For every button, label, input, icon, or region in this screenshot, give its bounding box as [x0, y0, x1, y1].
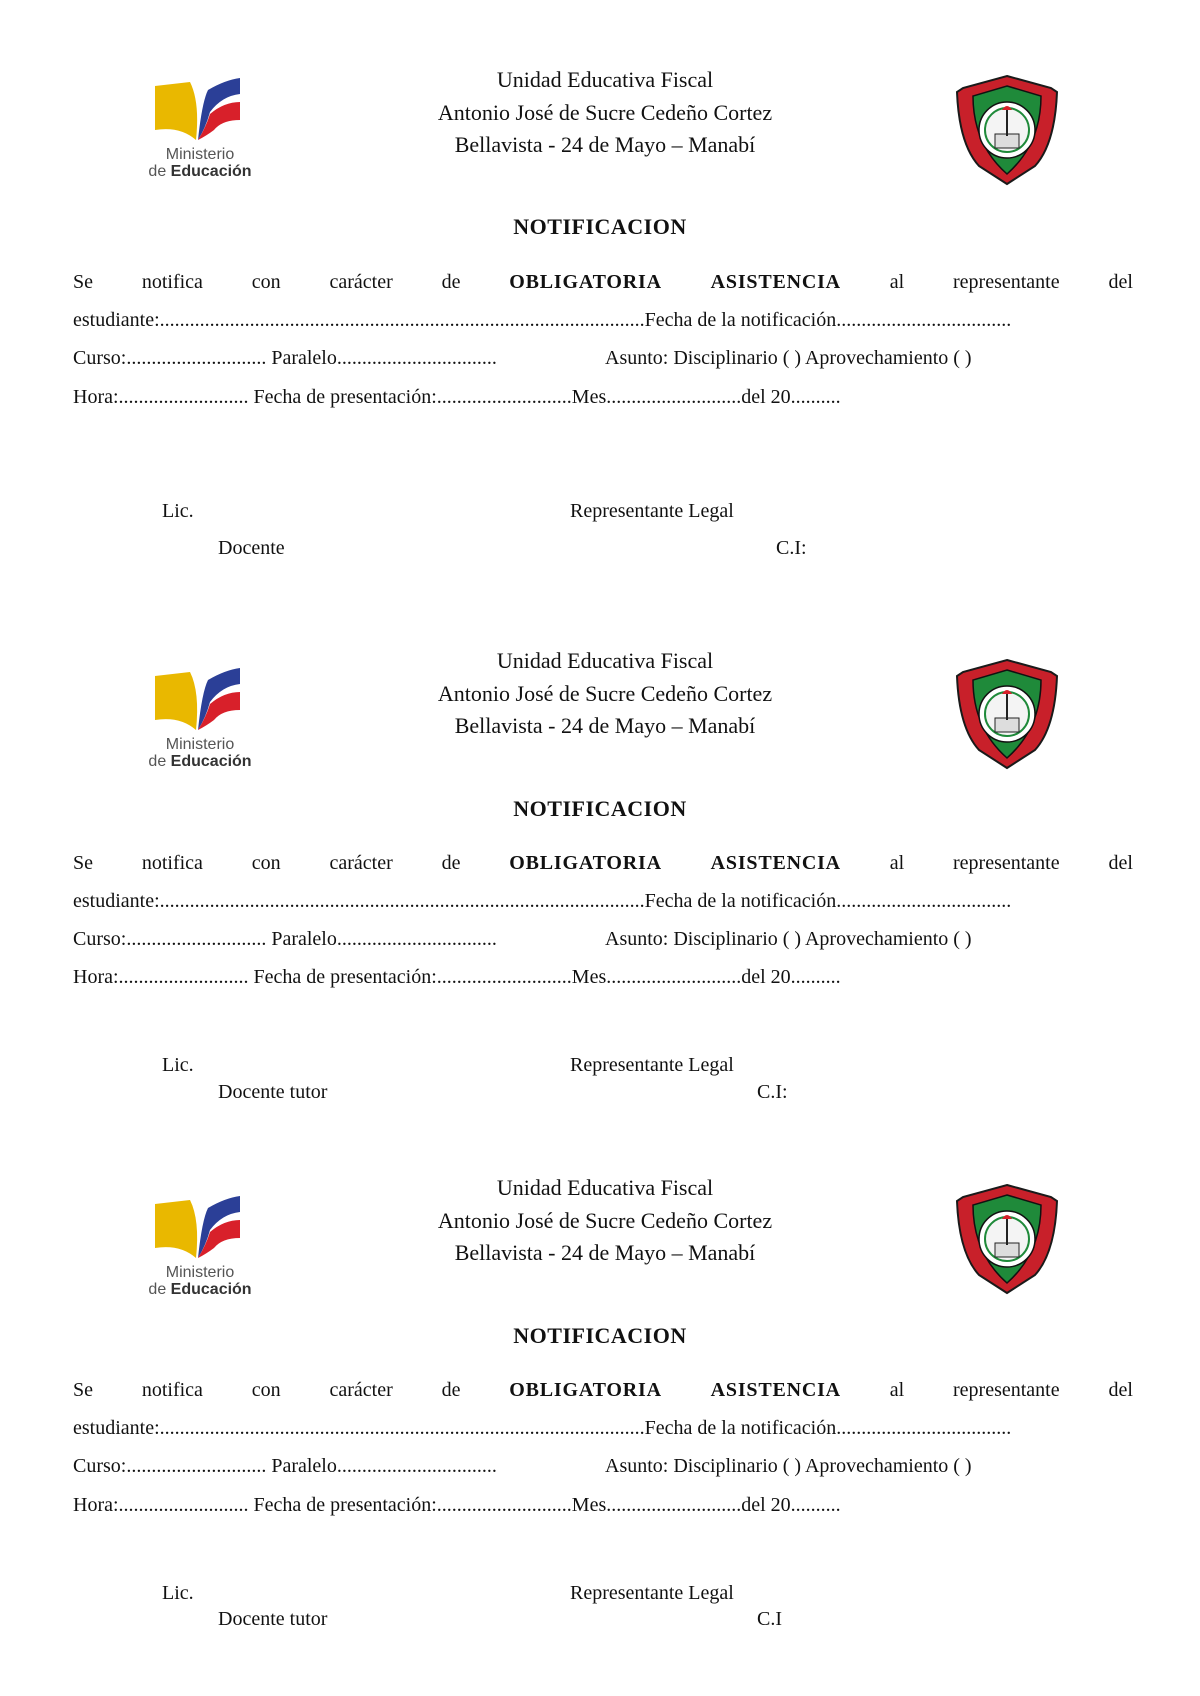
- intro-word: con: [251, 852, 281, 874]
- ministerio-line2-bold: Educación: [170, 163, 252, 180]
- ministerio-line2-bold: Educación: [170, 1281, 252, 1298]
- ci-label: C.I:: [776, 537, 807, 559]
- notification-block-2: [0, 580, 1200, 1140]
- intro-word-bold: ASISTENCIA: [710, 1379, 841, 1401]
- lic-label: Lic.: [162, 1054, 194, 1076]
- header-line3: Bellavista - 24 de Mayo – Manabí: [454, 132, 756, 157]
- school-header: [360, 1172, 850, 1270]
- intro-word-bold: OBLIGATORIA: [509, 1379, 662, 1401]
- intro-word-bold: ASISTENCIA: [710, 271, 841, 293]
- ministerio-line1: Ministerio: [165, 146, 235, 163]
- student-line: [73, 888, 1133, 914]
- intro-word: del: [1108, 1379, 1133, 1401]
- lic-label: Lic.: [162, 1582, 194, 1604]
- intro-word: notifica: [141, 271, 203, 293]
- header-line2: Antonio José de Sucre Cedeño Cortez: [437, 680, 773, 706]
- notification-block-3: [0, 1108, 1200, 1668]
- teacher-label: Docente: [218, 537, 285, 559]
- ministerio-text: [140, 1264, 260, 1298]
- notification-block-1: [0, 0, 1200, 560]
- ministerio-educacion-logo: [140, 72, 260, 192]
- school-crest-logo: [955, 658, 1059, 770]
- ministerio-line2-pre: de: [148, 753, 171, 770]
- ci-label: C.I:: [757, 1081, 788, 1103]
- intro-word: Se: [73, 271, 93, 293]
- intro-word: del: [1108, 271, 1133, 293]
- intro-word: Se: [73, 1379, 93, 1401]
- intro-word: carácter: [329, 1379, 393, 1401]
- notification-title: NOTIFICACION: [513, 214, 687, 239]
- crest-icon: [955, 1183, 1059, 1295]
- notification-date-field: Fecha de la notificación...................................: [644, 1417, 1012, 1439]
- intro-word: al: [889, 852, 905, 874]
- school-header: [360, 64, 850, 162]
- intro-word: de: [441, 852, 461, 874]
- intro-word: carácter: [329, 271, 393, 293]
- course-field: Curso:............................ Paralelo................................: [73, 928, 497, 950]
- ministerio-text: [140, 736, 260, 770]
- teacher-label: Docente tutor: [218, 1081, 328, 1103]
- ministerio-educacion-logo: [140, 1190, 260, 1310]
- header-line1: Unidad Educativa Fiscal: [496, 1175, 714, 1200]
- intro-word: representante: [953, 852, 1060, 874]
- representative-label: Representante Legal: [570, 1054, 734, 1076]
- subject-field: Asunto: Disciplinario ( ) Aprovechamiento ( ): [605, 347, 972, 369]
- ministerio-line2-bold: Educación: [170, 753, 252, 770]
- intro-word-bold: ASISTENCIA: [710, 852, 841, 874]
- school-crest-logo: [955, 74, 1059, 186]
- intro-word: notifica: [141, 852, 203, 874]
- notification-title: NOTIFICACION: [513, 796, 687, 821]
- teacher-label: Docente tutor: [218, 1608, 328, 1630]
- intro-word: al: [889, 1379, 905, 1401]
- lic-label: Lic.: [162, 500, 194, 522]
- header-line2: Antonio José de Sucre Cedeño Cortez: [437, 99, 773, 125]
- student-field: estudiante:.................................................................................................: [73, 890, 645, 912]
- student-line: [73, 1415, 1133, 1441]
- time-line: Hora:.......................... Fecha de presentación:...........................Mes...........................del 20..........: [73, 386, 841, 408]
- intro-word: notifica: [141, 1379, 203, 1401]
- ministerio-line2-pre: de: [148, 163, 171, 180]
- intro-word: al: [889, 271, 905, 293]
- student-field: estudiante:.................................................................................................: [73, 309, 645, 331]
- intro-word-bold: OBLIGATORIA: [509, 852, 662, 874]
- course-field: Curso:............................ Paralelo................................: [73, 1455, 497, 1477]
- book-flag-icon: [140, 662, 260, 737]
- ministerio-text: [140, 146, 260, 180]
- intro-word: de: [441, 271, 461, 293]
- school-header: [360, 645, 850, 743]
- header-line1: Unidad Educativa Fiscal: [496, 67, 714, 92]
- ministerio-line1: Ministerio: [165, 736, 235, 753]
- crest-icon: [955, 74, 1059, 186]
- crest-icon: [955, 658, 1059, 770]
- representative-label: Representante Legal: [570, 1582, 734, 1604]
- ministerio-educacion-logo: [140, 662, 260, 782]
- intro-word: representante: [953, 271, 1060, 293]
- ministerio-line2-pre: de: [148, 1281, 171, 1298]
- intro-word: carácter: [329, 852, 393, 874]
- book-flag-icon: [140, 1190, 260, 1265]
- intro-word-bold: OBLIGATORIA: [509, 271, 662, 293]
- intro-line: [73, 1377, 1133, 1403]
- course-line: [73, 926, 1133, 952]
- subject-field: Asunto: Disciplinario ( ) Aprovechamiento ( ): [605, 1455, 972, 1477]
- intro-word: con: [251, 271, 281, 293]
- header-line3: Bellavista - 24 de Mayo – Manabí: [454, 1240, 756, 1265]
- intro-word: con: [251, 1379, 281, 1401]
- course-line: [73, 1453, 1133, 1479]
- school-crest-logo: [955, 1183, 1059, 1295]
- ci-label: C.I: [757, 1608, 782, 1630]
- ministerio-line1: Ministerio: [165, 1264, 235, 1281]
- notification-date-field: Fecha de la notificación...................................: [644, 890, 1012, 912]
- course-field: Curso:............................ Paralelo................................: [73, 347, 497, 369]
- intro-word: de: [441, 1379, 461, 1401]
- notification-title: NOTIFICACION: [513, 1323, 687, 1348]
- intro-line: [73, 269, 1133, 295]
- course-line: [73, 345, 1133, 371]
- intro-word: representante: [953, 1379, 1060, 1401]
- student-line: [73, 307, 1133, 333]
- intro-word: del: [1108, 852, 1133, 874]
- time-line: Hora:.......................... Fecha de presentación:...........................Mes...........................del 20..........: [73, 1494, 841, 1516]
- header-line1: Unidad Educativa Fiscal: [496, 648, 714, 673]
- header-line2: Antonio José de Sucre Cedeño Cortez: [437, 1207, 773, 1233]
- intro-line: [73, 850, 1133, 876]
- notification-date-field: Fecha de la notificación...................................: [644, 309, 1012, 331]
- time-line: Hora:.......................... Fecha de presentación:...........................Mes...........................del 20..........: [73, 966, 841, 988]
- student-field: estudiante:.................................................................................................: [73, 1417, 645, 1439]
- subject-field: Asunto: Disciplinario ( ) Aprovechamiento ( ): [605, 928, 972, 950]
- book-flag-icon: [140, 72, 260, 147]
- representative-label: Representante Legal: [570, 500, 734, 522]
- intro-word: Se: [73, 852, 93, 874]
- header-line3: Bellavista - 24 de Mayo – Manabí: [454, 713, 756, 738]
